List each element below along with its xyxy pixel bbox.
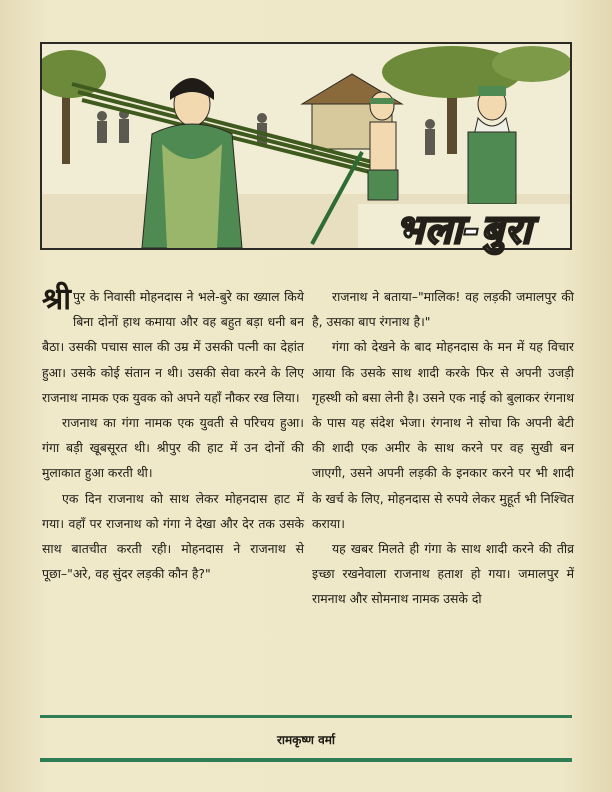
drop-cap: श्री [42,282,72,317]
paragraph-3: एक दिन राजनाथ को साथ लेकर मोहनदास हाट में गया। वहाँ पर राजनाथ को गंगा ने देखा और देर तक उसके साथ बातचीत करती रही। मोहनदास ने राजनाथ से पूछा–"अरे, वह सुंदर लड़की कौन है?" [42,490,304,582]
footer-rule-bottom [40,758,572,762]
story-title: भला-बुरा [395,207,533,253]
paragraph-5: गंगा को देखने के बाद मोहनदास के मन में यह विचार आया कि उसके साथ शादी करके फिर से अपनी उजड़ी गृहस्थी को बसा लेनी है। उसने एक नाई को बुलाकर रंगनाथ के पास यह संदेश भेजा। रंगनाथ ने सोचा कि अपनी बेटी की शादी एक अमीर के साथ करने पर वह सुखी बन जाएगी, उसने अपनी लड़की के इनकार करने पर भी शादी के खर्च के लिए, मोहनदास से रुपये लेकर मुहूर्त भी निश्चित कराया। [312,339,574,531]
paragraph-1 [42,284,304,410]
left-text-column [42,284,304,586]
footer-rule-top [40,715,572,718]
right-text-column [312,284,574,612]
author-name: रामकृष्ण वर्मा [276,733,336,747]
paragraph-1-text: पुर के निवासी मोहनदास ने भले-बुरे का ख्याल किये बिना दोनों हाथ कमाया और वह बहुत बड़ा धनी बन बैठा। उसकी पचास साल की उम्र में उसकी पत्नी का देहांत हुआ। उसके कोई संतान न थी। उसकी सेवा करने के लिए राजनाथ नामक एक युवक को अपने यहाँ नौकर रख लिया। [42,289,304,405]
paragraph-4: राजनाथ ने बताया–"मालिक! वह लड़की जमालपुर की है, उसका बाप रंगनाथ है।" [312,289,574,330]
paragraph-6: यह खबर मिलते ही गंगा के साथ शादी करने की तीव्र इच्छा रखनेवाला राजनाथ हताश हो गया। जमालपुर में रामनाथ और सोमनाथ नामक उसके दो [312,541,574,607]
paragraph-2: राजनाथ का गंगा नामक एक युवती से परिचय हुआ। गंगा बड़ी खूबसूरत थी। श्रीपुर की हाट में उन दोनों की मुलाकात हुआ करती थी। [42,415,304,481]
